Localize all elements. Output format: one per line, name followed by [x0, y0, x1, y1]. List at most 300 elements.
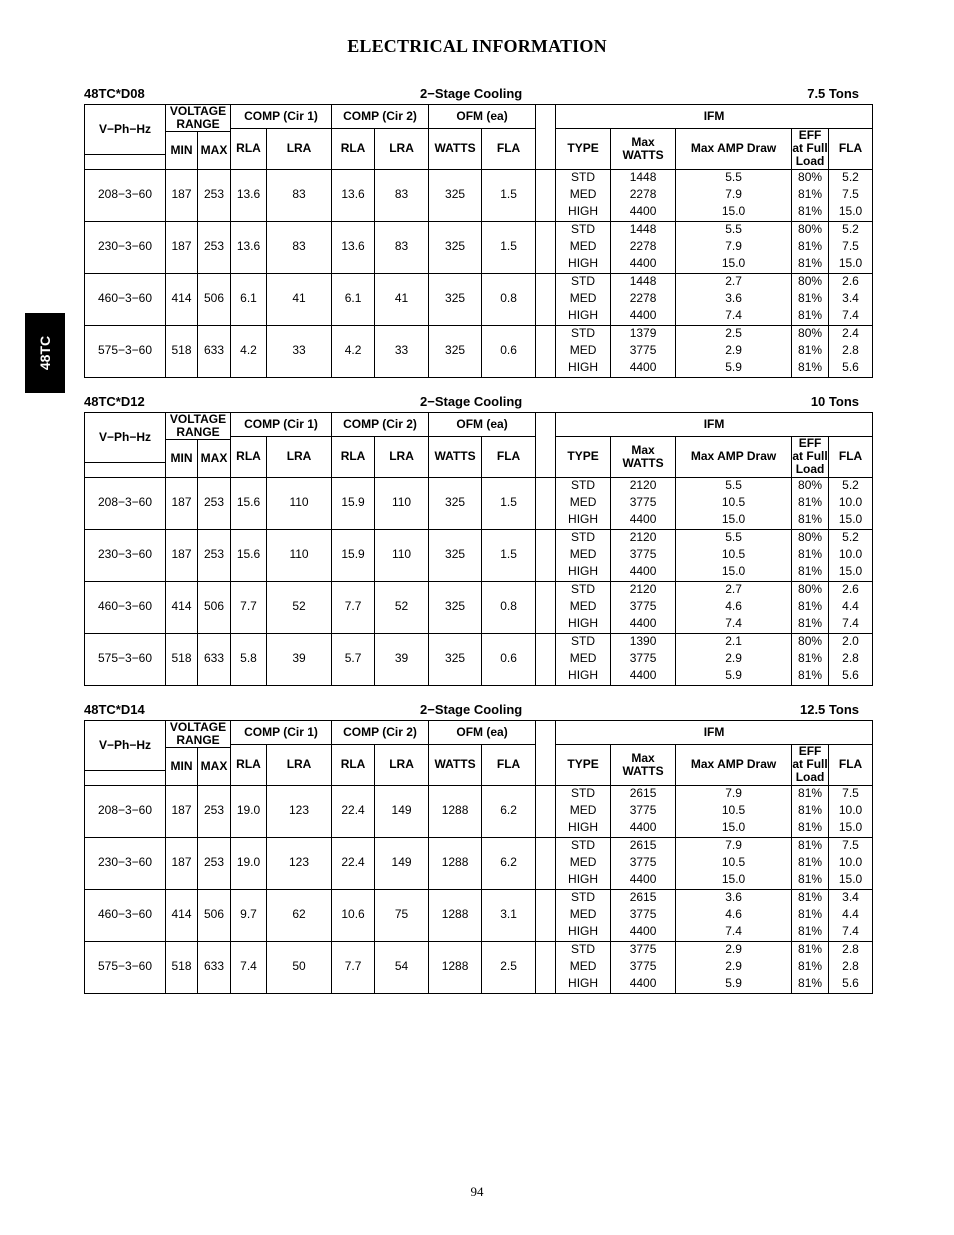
cell-ifm-watts: 4400: [611, 256, 676, 274]
cell-ifm-type: MED: [556, 959, 611, 976]
header-lra: LRA: [267, 745, 332, 786]
cell-ifm-amp: 5.9: [676, 360, 792, 378]
cell-ifm-fla: 15.0: [829, 256, 873, 274]
cell-comp2-lra: 83: [375, 169, 429, 221]
cell-ifm-watts: 4400: [611, 872, 676, 890]
cell-min: 518: [166, 325, 198, 377]
cell-spacer: [536, 221, 556, 273]
cell-vph: 575−3−60: [85, 941, 166, 993]
cell-comp1-rla: 6.1: [231, 273, 267, 325]
cell-ifm-fla: 5.2: [829, 169, 873, 187]
header-lra: LRA: [375, 437, 429, 478]
cell-ifm-fla: 10.0: [829, 495, 873, 512]
cell-ifm-type: HIGH: [556, 872, 611, 890]
header-fla: FLA: [482, 745, 536, 786]
cell-ifm-eff: 80%: [792, 273, 829, 291]
cell-comp1-lra: 33: [267, 325, 332, 377]
cell-ifm-type: MED: [556, 855, 611, 872]
cell-ifm-watts: 3775: [611, 941, 676, 959]
cell-ofm-fla: 0.6: [482, 325, 536, 377]
cell-ifm-amp: 2.9: [676, 343, 792, 360]
table-row: [85, 633, 873, 651]
cell-ifm-type: STD: [556, 581, 611, 599]
cell-ifm-type: STD: [556, 837, 611, 855]
cell-ifm-eff: 81%: [792, 668, 829, 686]
cell-ifm-watts: 1379: [611, 325, 676, 343]
header-lra: LRA: [267, 437, 332, 478]
cell-ifm-watts: 1390: [611, 633, 676, 651]
header-max-watts: Max WATTS: [611, 437, 676, 478]
cell-min: 187: [166, 169, 198, 221]
cell-ifm-fla: 4.4: [829, 907, 873, 924]
section-header: [84, 86, 873, 104]
header-spacer: [536, 413, 556, 478]
header-ofm: OFM (ea): [429, 413, 536, 437]
cell-ifm-fla: 15.0: [829, 512, 873, 530]
cell-min: 187: [166, 477, 198, 529]
cell-comp2-lra: 149: [375, 785, 429, 837]
header-vph-bottom: [85, 463, 166, 477]
cell-ifm-amp: 15.0: [676, 204, 792, 222]
cell-ifm-amp: 2.9: [676, 651, 792, 668]
cell-comp1-rla: 7.4: [231, 941, 267, 993]
tonnage: 10 Tons: [810, 394, 859, 409]
cell-ifm-watts: 3775: [611, 547, 676, 564]
header-ifm: IFM: [556, 105, 873, 129]
header-fla: FLA: [829, 745, 873, 786]
cell-ifm-type: MED: [556, 291, 611, 308]
section-header: [84, 394, 873, 412]
cell-comp1-lra: 41: [267, 273, 332, 325]
cell-max: 633: [198, 941, 231, 993]
cell-comp1-lra: 52: [267, 581, 332, 633]
cell-ifm-amp: 15.0: [676, 564, 792, 582]
tonnage: 7.5 Tons: [807, 86, 859, 101]
header-ofm: OFM (ea): [429, 105, 536, 129]
cell-max: 506: [198, 273, 231, 325]
side-tab: [25, 313, 65, 393]
header-lra: LRA: [267, 129, 332, 170]
header-rla: RLA: [231, 745, 267, 786]
cell-vph: 575−3−60: [85, 633, 166, 685]
cell-ifm-eff: 81%: [792, 837, 829, 855]
cell-ifm-type: HIGH: [556, 820, 611, 838]
cell-ifm-amp: 4.6: [676, 599, 792, 616]
header-vph: V−Ph−Hz: [85, 721, 166, 771]
cell-ifm-amp: 7.9: [676, 187, 792, 204]
cell-ifm-eff: 81%: [792, 599, 829, 616]
cell-ifm-eff: 81%: [792, 941, 829, 959]
cell-ifm-fla: 2.4: [829, 325, 873, 343]
cell-ifm-eff: 80%: [792, 169, 829, 187]
cell-ifm-eff: 81%: [792, 872, 829, 890]
cell-ifm-watts: 4400: [611, 668, 676, 686]
cell-ofm-fla: 1.5: [482, 529, 536, 581]
cell-ifm-type: STD: [556, 529, 611, 547]
cell-ifm-watts: 3775: [611, 495, 676, 512]
table-row: [85, 941, 873, 959]
cell-ifm-fla: 5.6: [829, 360, 873, 378]
cell-ofm-watts: 325: [429, 169, 482, 221]
cell-comp2-lra: 54: [375, 941, 429, 993]
cell-ifm-eff: 81%: [792, 204, 829, 222]
model-name: 48TC*D14: [84, 702, 145, 717]
cell-ifm-fla: 5.2: [829, 477, 873, 495]
cell-ifm-amp: 7.4: [676, 924, 792, 942]
header-vph-bottom: [85, 771, 166, 785]
cell-comp1-rla: 13.6: [231, 169, 267, 221]
header-rla: RLA: [231, 129, 267, 170]
cell-ifm-amp: 10.5: [676, 803, 792, 820]
cell-ifm-amp: 10.5: [676, 547, 792, 564]
header-spacer: [536, 105, 556, 170]
header-watts: WATTS: [429, 745, 482, 786]
table-row: [85, 581, 873, 599]
cell-comp1-lra: 83: [267, 169, 332, 221]
cell-ifm-amp: 3.6: [676, 291, 792, 308]
header-eff: EFF at Full Load: [792, 436, 828, 477]
cell-ifm-watts: 4400: [611, 564, 676, 582]
cell-ofm-watts: 1288: [429, 785, 482, 837]
cell-ifm-eff: 81%: [792, 256, 829, 274]
cell-ifm-eff: 80%: [792, 221, 829, 239]
cell-ifm-eff: 81%: [792, 343, 829, 360]
cooling-stage: 2−Stage Cooling: [420, 394, 523, 409]
cell-ifm-eff: 81%: [792, 547, 829, 564]
table-row: [85, 325, 873, 343]
cell-ifm-amp: 10.5: [676, 495, 792, 512]
cell-ifm-amp: 5.5: [676, 477, 792, 495]
cell-ifm-type: MED: [556, 343, 611, 360]
cell-spacer: [536, 581, 556, 633]
cell-vph: 460−3−60: [85, 889, 166, 941]
cell-ofm-fla: 1.5: [482, 477, 536, 529]
cell-comp1-lra: 110: [267, 477, 332, 529]
cell-vph: 230−3−60: [85, 837, 166, 889]
cell-ifm-type: MED: [556, 599, 611, 616]
cell-comp1-lra: 123: [267, 785, 332, 837]
cell-comp2-lra: 39: [375, 633, 429, 685]
cell-vph: 208−3−60: [85, 169, 166, 221]
cell-comp1-lra: 50: [267, 941, 332, 993]
header-comp-cir1: COMP (Cir 1): [231, 413, 332, 437]
cell-ifm-fla: 2.8: [829, 651, 873, 668]
table-row: [85, 889, 873, 907]
cell-vph: 208−3−60: [85, 785, 166, 837]
cell-ifm-amp: 2.7: [676, 581, 792, 599]
header-watts: WATTS: [429, 129, 482, 170]
cell-ifm-amp: 15.0: [676, 512, 792, 530]
cell-ifm-watts: 4400: [611, 616, 676, 634]
header-type: TYPE: [556, 129, 611, 170]
cell-ifm-watts: 3775: [611, 959, 676, 976]
cell-ifm-type: STD: [556, 785, 611, 803]
cell-vph: 230−3−60: [85, 529, 166, 581]
cell-ifm-eff: 81%: [792, 907, 829, 924]
cell-ifm-fla: 15.0: [829, 820, 873, 838]
header-rla: RLA: [231, 437, 267, 478]
cell-comp2-lra: 52: [375, 581, 429, 633]
cell-ifm-amp: 5.5: [676, 169, 792, 187]
cell-spacer: [536, 837, 556, 889]
cell-comp1-rla: 15.6: [231, 529, 267, 581]
cell-comp2-rla: 22.4: [332, 837, 375, 889]
header-min: MIN: [166, 748, 198, 785]
cell-ifm-type: STD: [556, 325, 611, 343]
header-fla: FLA: [829, 129, 873, 170]
cell-ofm-fla: 6.2: [482, 837, 536, 889]
cell-ifm-amp: 2.9: [676, 959, 792, 976]
cell-spacer: [536, 273, 556, 325]
header-watts: WATTS: [429, 437, 482, 478]
cell-ifm-fla: 7.5: [829, 239, 873, 256]
cell-ifm-eff: 81%: [792, 291, 829, 308]
cell-ifm-type: MED: [556, 907, 611, 924]
cell-comp2-rla: 15.9: [332, 477, 375, 529]
header-comp-cir1: COMP (Cir 1): [231, 721, 332, 745]
cell-ofm-watts: 1288: [429, 941, 482, 993]
cell-ifm-type: HIGH: [556, 668, 611, 686]
cell-comp2-rla: 13.6: [332, 221, 375, 273]
header-rla: RLA: [332, 745, 375, 786]
cell-comp1-rla: 9.7: [231, 889, 267, 941]
cell-ifm-eff: 80%: [792, 633, 829, 651]
header-rla: RLA: [332, 129, 375, 170]
cell-ifm-eff: 81%: [792, 187, 829, 204]
cell-comp1-rla: 15.6: [231, 477, 267, 529]
cell-ifm-fla: 10.0: [829, 855, 873, 872]
page-number: 94: [470, 1184, 484, 1199]
cell-ofm-fla: 6.2: [482, 785, 536, 837]
cell-ifm-watts: 2278: [611, 291, 676, 308]
section-2: [84, 702, 873, 994]
cell-ifm-type: STD: [556, 273, 611, 291]
header-lra: LRA: [375, 745, 429, 786]
cell-comp1-lra: 123: [267, 837, 332, 889]
cell-min: 414: [166, 581, 198, 633]
table-row: [85, 221, 873, 239]
cell-ifm-type: HIGH: [556, 204, 611, 222]
cell-comp2-rla: 10.6: [332, 889, 375, 941]
cell-spacer: [536, 633, 556, 685]
cell-ofm-watts: 325: [429, 273, 482, 325]
cell-ifm-fla: 7.4: [829, 616, 873, 634]
cell-ifm-eff: 81%: [792, 360, 829, 378]
cell-comp2-lra: 110: [375, 477, 429, 529]
cell-spacer: [536, 169, 556, 221]
cell-comp2-rla: 15.9: [332, 529, 375, 581]
cell-ifm-amp: 7.9: [676, 239, 792, 256]
cell-ofm-watts: 325: [429, 581, 482, 633]
header-fla: FLA: [482, 437, 536, 478]
cell-ifm-watts: 2615: [611, 837, 676, 855]
cell-ifm-type: STD: [556, 889, 611, 907]
cell-comp2-rla: 6.1: [332, 273, 375, 325]
cell-ifm-watts: 4400: [611, 512, 676, 530]
cell-comp2-rla: 4.2: [332, 325, 375, 377]
cell-max: 506: [198, 889, 231, 941]
cell-ifm-fla: 2.6: [829, 581, 873, 599]
table-row: [85, 529, 873, 547]
cell-min: 518: [166, 633, 198, 685]
cell-max: 253: [198, 837, 231, 889]
section-0: [84, 86, 873, 378]
cell-ifm-type: STD: [556, 169, 611, 187]
cell-ifm-eff: 81%: [792, 239, 829, 256]
header-max: MAX: [198, 440, 231, 477]
cell-ifm-watts: 3775: [611, 907, 676, 924]
cell-ifm-watts: 2615: [611, 889, 676, 907]
cell-ifm-fla: 2.8: [829, 343, 873, 360]
cell-ofm-fla: 0.8: [482, 273, 536, 325]
header-max: MAX: [198, 748, 231, 785]
cell-max: 253: [198, 221, 231, 273]
cooling-stage: 2−Stage Cooling: [420, 86, 523, 101]
cell-ifm-amp: 7.4: [676, 616, 792, 634]
cell-comp1-rla: 4.2: [231, 325, 267, 377]
cell-ofm-fla: 1.5: [482, 221, 536, 273]
cell-comp2-lra: 75: [375, 889, 429, 941]
cell-ifm-fla: 2.8: [829, 941, 873, 959]
cell-ifm-watts: 2278: [611, 187, 676, 204]
cell-ifm-amp: 3.6: [676, 889, 792, 907]
cell-min: 187: [166, 785, 198, 837]
cell-ifm-eff: 81%: [792, 820, 829, 838]
cell-ifm-fla: 2.8: [829, 959, 873, 976]
header-eff: EFF at Full Load: [792, 744, 828, 785]
cell-ifm-amp: 5.5: [676, 221, 792, 239]
header-ifm: IFM: [556, 721, 873, 745]
cell-ifm-amp: 2.1: [676, 633, 792, 651]
cell-ifm-amp: 7.4: [676, 308, 792, 326]
cell-ifm-fla: 7.4: [829, 924, 873, 942]
cell-ifm-watts: 4400: [611, 360, 676, 378]
cell-ifm-amp: 10.5: [676, 855, 792, 872]
cell-ifm-fla: 10.0: [829, 803, 873, 820]
cell-comp1-lra: 110: [267, 529, 332, 581]
cell-ifm-type: HIGH: [556, 564, 611, 582]
cell-comp1-lra: 62: [267, 889, 332, 941]
cell-ofm-fla: 2.5: [482, 941, 536, 993]
cell-ifm-type: MED: [556, 495, 611, 512]
cell-ofm-watts: 325: [429, 325, 482, 377]
cell-ifm-type: MED: [556, 239, 611, 256]
cell-ifm-fla: 5.2: [829, 221, 873, 239]
header-comp-cir2: COMP (Cir 2): [332, 721, 429, 745]
cell-max: 633: [198, 633, 231, 685]
cell-ifm-watts: 3775: [611, 343, 676, 360]
header-ofm: OFM (ea): [429, 721, 536, 745]
cell-ifm-amp: 2.5: [676, 325, 792, 343]
cell-min: 414: [166, 273, 198, 325]
header-eff: EFF at Full Load: [792, 128, 828, 169]
cell-ifm-amp: 4.6: [676, 907, 792, 924]
cell-comp1-rla: 7.7: [231, 581, 267, 633]
cell-ifm-eff: 81%: [792, 495, 829, 512]
cell-ofm-fla: 1.5: [482, 169, 536, 221]
cell-spacer: [536, 529, 556, 581]
cell-max: 253: [198, 477, 231, 529]
header-comp-cir2: COMP (Cir 2): [332, 413, 429, 437]
cell-ifm-watts: 4400: [611, 924, 676, 942]
cell-ifm-eff: 81%: [792, 924, 829, 942]
cell-vph: 575−3−60: [85, 325, 166, 377]
cell-comp2-rla: 5.7: [332, 633, 375, 685]
cell-ofm-watts: 325: [429, 221, 482, 273]
cell-comp2-rla: 13.6: [332, 169, 375, 221]
section-header: [84, 702, 873, 720]
cell-ifm-type: STD: [556, 477, 611, 495]
cell-ifm-fla: 7.5: [829, 187, 873, 204]
cell-ifm-eff: 81%: [792, 976, 829, 994]
cell-spacer: [536, 941, 556, 993]
header-voltage-range: VOLTAGE RANGE: [166, 105, 231, 132]
header-ifm: IFM: [556, 413, 873, 437]
cell-ifm-type: HIGH: [556, 256, 611, 274]
cell-ifm-amp: 15.0: [676, 256, 792, 274]
cell-ifm-eff: 80%: [792, 529, 829, 547]
cell-ifm-eff: 80%: [792, 581, 829, 599]
header-vph: V−Ph−Hz: [85, 413, 166, 463]
cell-comp2-lra: 149: [375, 837, 429, 889]
cell-ofm-watts: 325: [429, 529, 482, 581]
cell-spacer: [536, 889, 556, 941]
cell-ifm-watts: 1448: [611, 221, 676, 239]
cell-ifm-amp: 7.9: [676, 785, 792, 803]
cell-ifm-fla: 7.4: [829, 308, 873, 326]
cell-ifm-eff: 81%: [792, 959, 829, 976]
cell-comp1-rla: 13.6: [231, 221, 267, 273]
cell-ifm-fla: 3.4: [829, 291, 873, 308]
cell-ifm-watts: 1448: [611, 169, 676, 187]
cell-ifm-watts: 3775: [611, 803, 676, 820]
cell-vph: 460−3−60: [85, 273, 166, 325]
table-row: [85, 477, 873, 495]
header-voltage-range: VOLTAGE RANGE: [166, 721, 231, 748]
table-row: [85, 837, 873, 855]
cell-ofm-watts: 325: [429, 633, 482, 685]
cell-ifm-eff: 81%: [792, 512, 829, 530]
header-comp-cir2: COMP (Cir 2): [332, 105, 429, 129]
header-min: MIN: [166, 440, 198, 477]
table-row: [85, 785, 873, 803]
cell-max: 253: [198, 169, 231, 221]
tonnage: 12.5 Tons: [799, 702, 859, 717]
cell-ifm-eff: 80%: [792, 477, 829, 495]
header-fla: FLA: [482, 129, 536, 170]
cell-ifm-type: HIGH: [556, 616, 611, 634]
cell-ifm-type: MED: [556, 651, 611, 668]
cell-comp1-rla: 19.0: [231, 837, 267, 889]
header-vph: V−Ph−Hz: [85, 105, 166, 155]
cell-ifm-type: HIGH: [556, 360, 611, 378]
header-min: MIN: [166, 132, 198, 169]
cell-ifm-type: HIGH: [556, 924, 611, 942]
cell-ifm-type: HIGH: [556, 976, 611, 994]
cell-comp2-lra: 41: [375, 273, 429, 325]
cell-ifm-type: STD: [556, 941, 611, 959]
cell-ifm-watts: 2120: [611, 477, 676, 495]
cell-ifm-watts: 3775: [611, 855, 676, 872]
cell-ifm-eff: 81%: [792, 651, 829, 668]
cell-ifm-type: STD: [556, 633, 611, 651]
cell-ifm-type: MED: [556, 547, 611, 564]
cell-ofm-fla: 0.8: [482, 581, 536, 633]
cell-ifm-amp: 2.7: [676, 273, 792, 291]
cell-comp2-rla: 7.7: [332, 581, 375, 633]
cell-ifm-watts: 2278: [611, 239, 676, 256]
header-voltage-range: VOLTAGE RANGE: [166, 413, 231, 440]
